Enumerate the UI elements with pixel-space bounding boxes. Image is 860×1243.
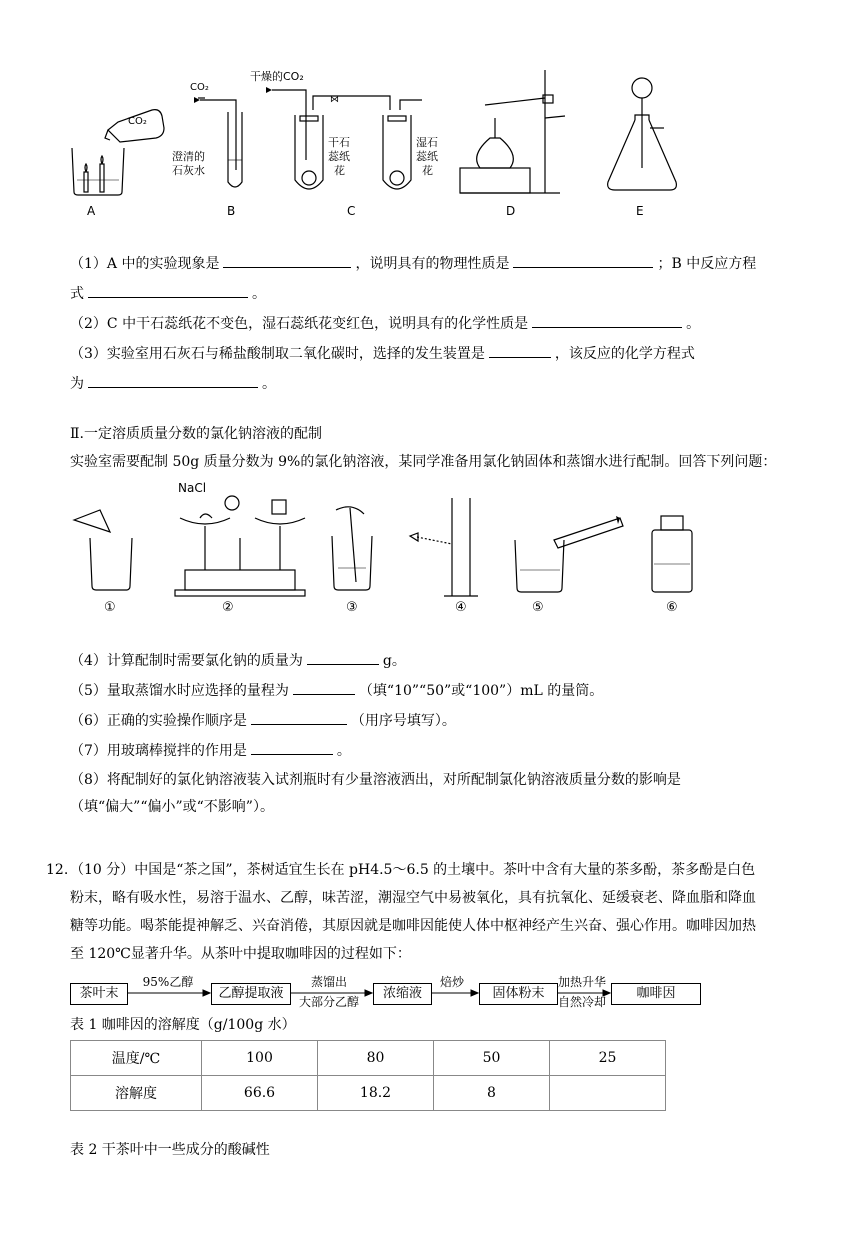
question-8: （8）将配制好的氯化钠溶液装入试剂瓶时有少量溶液洒出，对所配制氯化钠溶液质量分数的影响是 bbox=[70, 772, 681, 788]
wet-litmus-label-3: 花 bbox=[422, 164, 433, 177]
co2-bottle-label: CO₂ bbox=[128, 116, 147, 127]
flow-arrow-2-label-bottom: 大部分乙醇 bbox=[298, 995, 359, 1009]
flow-arrow-4-label-bottom: 自然冷却 bbox=[557, 995, 606, 1009]
answer-blank[interactable] bbox=[513, 253, 653, 268]
flow-box-5: 咖啡因 bbox=[611, 983, 701, 1005]
step-label-6: ⑥ bbox=[666, 600, 678, 615]
part2-intro: 实验室需要配制 50g 质量分数为 9%的氯化钠溶液，某同学准备用氯化钠固体和蒸馏水进行配制。回答下列问题： bbox=[70, 454, 777, 470]
answer-blank[interactable] bbox=[251, 710, 347, 725]
dry-litmus-label-3: 花 bbox=[334, 164, 345, 177]
step-label-2: ② bbox=[222, 600, 234, 615]
table-cell: 100 bbox=[202, 1041, 318, 1076]
table-cell: 18.2 bbox=[318, 1076, 434, 1111]
question-3: （3）实验室用石灰石与稀盐酸制取二氧化碳时，选择的发生装置是 ，该反应的化学方程式 bbox=[70, 343, 695, 364]
q12-para-1: （10 分）中国是“茶之国”，茶树适宜生长在 pH4.5～6.5 的土壤中。茶叶中含有大量的茶多酚，茶多酚是白色 bbox=[70, 862, 756, 878]
table-cell: 66.6 bbox=[202, 1076, 318, 1111]
answer-blank[interactable] bbox=[88, 373, 258, 388]
apparatus-label-b: B bbox=[227, 204, 236, 218]
question-6: （6）正确的实验操作顺序是 （用序号填写）。 bbox=[70, 710, 456, 731]
answer-blank[interactable] bbox=[489, 343, 551, 358]
answer-blank[interactable] bbox=[88, 283, 248, 298]
dry-litmus-label-2: 蕊纸 bbox=[328, 150, 350, 163]
question-3-cont: 为 。 bbox=[70, 373, 276, 394]
table-cell: 25 bbox=[550, 1041, 666, 1076]
wet-litmus-label-2: 蕊纸 bbox=[416, 150, 438, 163]
apparatus-label-a: A bbox=[87, 204, 96, 218]
table2-caption: 表 2 干茶叶中一些成分的酸碱性 bbox=[70, 1142, 270, 1158]
question-8-cont: （填“偏大”“偏小”或“不影响”）。 bbox=[70, 799, 274, 815]
step-label-3: ③ bbox=[346, 600, 358, 615]
question-12-number: 12. bbox=[46, 862, 69, 878]
table-cell: 8 bbox=[434, 1076, 550, 1111]
extraction-flowchart bbox=[70, 975, 710, 1009]
apparatus-label-c: C bbox=[347, 204, 356, 218]
table-cell: 80 bbox=[318, 1041, 434, 1076]
svg-text:⋈: ⋈ bbox=[330, 95, 339, 105]
q12-para-2: 粉末，略有吸水性，易溶于温水、乙醇，味苦涩，潮湿空气中易被氧化，具有抗氧化、延缓衰老、降血脂和降血 bbox=[70, 890, 756, 906]
flow-arrow-4-label-top: 加热升华 bbox=[557, 975, 606, 989]
table-cell: 温度/℃ bbox=[71, 1041, 202, 1076]
limewater-label-2: 石灰水 bbox=[172, 164, 205, 177]
step-label-1: ① bbox=[104, 600, 116, 615]
answer-blank[interactable] bbox=[251, 740, 333, 755]
step-label-5: ⑤ bbox=[532, 600, 544, 615]
table-cell: 溶解度 bbox=[71, 1076, 202, 1111]
answer-blank[interactable] bbox=[307, 650, 379, 665]
table-row bbox=[71, 1041, 666, 1076]
dry-litmus-label-1: 干石 bbox=[328, 136, 350, 149]
table-cell bbox=[550, 1076, 666, 1111]
flow-box-3: 浓缩液 bbox=[373, 983, 432, 1005]
question-1-cont: 式 。 bbox=[70, 283, 266, 304]
solution-prep-figure bbox=[60, 478, 710, 618]
limewater-label-1: 澄清的 bbox=[172, 150, 205, 163]
solubility-table bbox=[70, 1040, 666, 1111]
co2-in-label: CO₂ bbox=[190, 82, 209, 93]
table1-caption: 表 1 咖啡因的溶解度（g/100g 水） bbox=[70, 1017, 296, 1033]
question-5: （5）量取蒸馏水时应选择的量程为 （填“10”“50”或“100”）mL 的量筒。 bbox=[70, 680, 603, 701]
q12-para-3: 糖等功能。喝茶能提神解乏、兴奋消倦，其原因就是咖啡因能使人体中枢神经产生兴奋、强心作用。咖啡因加热 bbox=[70, 918, 756, 934]
flow-arrow-1-label: 95%乙醇 bbox=[142, 975, 194, 989]
apparatus-label-d: D bbox=[506, 204, 516, 218]
question-7: （7）用玻璃棒搅拌的作用是 。 bbox=[70, 740, 351, 761]
wet-litmus-label-1: 湿石 bbox=[416, 136, 438, 149]
flow-box-4: 固体粉末 bbox=[479, 983, 558, 1005]
flow-box-1: 茶叶末 bbox=[70, 983, 128, 1005]
question-1: （1）A 中的实验现象是 ，说明具有的物理性质是 ；B 中反应方程 bbox=[70, 253, 756, 274]
apparatus-label-e: E bbox=[636, 204, 644, 218]
nacl-label: NaCl bbox=[178, 481, 207, 495]
question-4: （4）计算配制时需要氯化钠的质量为 g。 bbox=[70, 650, 406, 671]
part2-heading: Ⅱ.一定溶质质量分数的氯化钠溶液的配制 bbox=[70, 426, 322, 442]
answer-blank[interactable] bbox=[532, 313, 682, 328]
step-label-4: ④ bbox=[455, 600, 467, 615]
question-2: （2）C 中干石蕊纸花不变色，湿石蕊纸花变红色，说明具有的化学性质是 。 bbox=[70, 313, 700, 334]
flow-box-2: 乙醇提取液 bbox=[211, 983, 291, 1005]
q12-para-4: 至 120℃显著升华。从茶叶中提取咖啡因的过程如下： bbox=[70, 946, 411, 962]
dry-co2-label: 干燥的CO₂ bbox=[250, 70, 304, 83]
apparatus-figure-top bbox=[60, 60, 700, 225]
flow-arrow-2-label-top: 蒸馏出 bbox=[310, 975, 347, 989]
answer-blank[interactable] bbox=[293, 680, 355, 695]
table-cell: 50 bbox=[434, 1041, 550, 1076]
table-row bbox=[71, 1076, 666, 1111]
flow-arrow-3-label: 焙炒 bbox=[439, 975, 464, 989]
answer-blank[interactable] bbox=[223, 253, 351, 268]
